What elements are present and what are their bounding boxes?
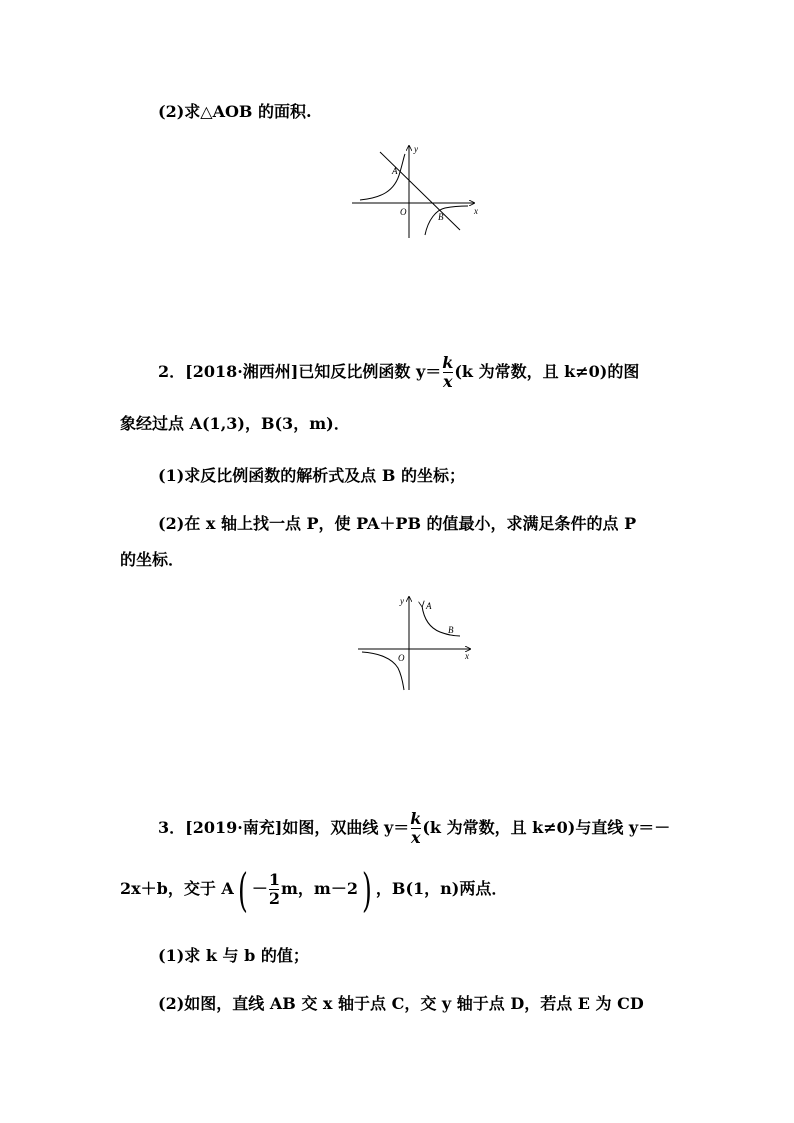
- figure-2-graph: [356, 594, 476, 694]
- problem-2-line-2: 象经过点 A(1,3)，B(3，m)．: [120, 414, 350, 433]
- fraction-k-over-x: $\frac{k}{x}$: [410, 809, 422, 847]
- problem-3-line-1: 3．[2019·南充]如图，双曲线 y＝ $\frac{k}{x}$ (k 为常数，且 k≠0)与直线 y＝－: [158, 809, 671, 847]
- problem-2-part-2-line-1: (2)在 x 轴上找一点 P，使 PA＋PB 的值最小，求满足条件的点 P: [158, 514, 637, 533]
- label-a: A: [392, 166, 398, 176]
- label-x: x: [474, 206, 478, 216]
- problem-2-part-2-line-2: 的坐标．: [120, 550, 185, 569]
- problem-3-part-2: (2)如图，直线 AB 交 x 轴于点 C，交 y 轴于点 D，若点 E 为 CD: [158, 994, 644, 1013]
- label-o: O: [398, 653, 405, 663]
- label-o: O: [400, 207, 407, 217]
- fraction-k-over-x: $\frac{k}{x}$: [442, 353, 454, 391]
- problem-2-line-1: [158, 352, 639, 392]
- left-paren: (: [237, 862, 248, 917]
- fraction-one-half: $\frac{1}{2}$: [268, 870, 280, 908]
- figure-1-graph: [350, 142, 490, 242]
- hyperbola-branch-right: [425, 206, 468, 235]
- problem-3-line-2: 2x＋b，交于 A( － $\frac{1}{2}$ m，m－2) ，B(1，n)两点．: [120, 862, 508, 917]
- problem-3-part-1: (1)求 k 与 b 的值；: [158, 946, 309, 965]
- label-y: y: [400, 596, 404, 606]
- text: (k 为常数，且 k≠0)的图: [454, 362, 640, 381]
- label-b: B: [438, 212, 444, 222]
- label-a: A: [426, 601, 432, 611]
- question-1-part-2: [158, 102, 312, 122]
- label-y: y: [414, 144, 418, 154]
- hyperbola-branch-left: [360, 154, 405, 200]
- label-b: B: [448, 625, 454, 635]
- line-ab: [380, 152, 460, 230]
- text: 2．[2018·湘西州]已知反比例函数 y＝: [158, 362, 442, 381]
- right-paren: ): [362, 862, 372, 917]
- problem-2-part-1: (1)求反比例函数的解析式及点 B 的坐标；: [158, 466, 465, 485]
- label-x: x: [465, 651, 469, 661]
- text: (2)求△AOB 的面积.: [158, 102, 312, 121]
